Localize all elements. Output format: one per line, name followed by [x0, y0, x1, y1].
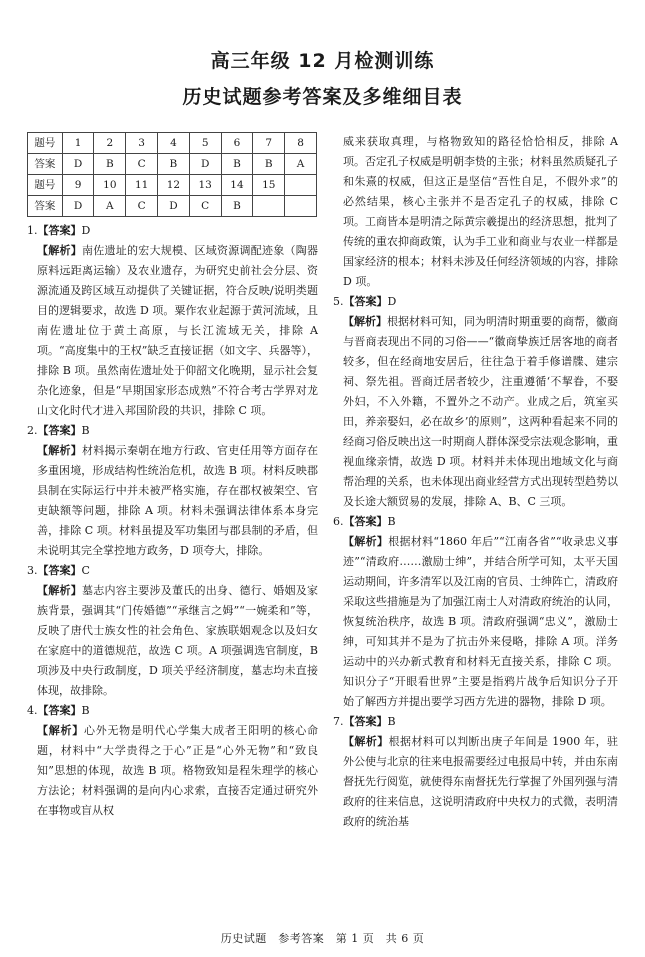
question-item-continued — [333, 132, 618, 292]
analysis-text: 材料揭示秦朝在地方行政、官吏任用等方面存在多重困境，形成结构性统治危机，故选 B 项。材料反映郡县制在实际运行中并未被严格实施，存在郡权被架空、官吏缺额等问题，排除 A 项。材料未强调法律体系本身完善，排除 C 项。材料虽提及军功集团与郡县制的矛盾，但未说明其完全掌控地方政务，D 项夸大，排除。 — [37, 444, 318, 557]
table-header-cell: 答案 — [28, 196, 63, 217]
question-number: 7. — [333, 715, 344, 728]
question-number: 4. — [27, 704, 38, 717]
table-header-cell: 题号 — [28, 133, 63, 154]
table-cell: D — [62, 154, 94, 175]
table-cell: 5 — [189, 133, 221, 154]
table-cell — [253, 196, 285, 217]
table-cell: B — [158, 154, 190, 175]
table-cell: 14 — [221, 175, 253, 196]
question-number: 6. — [333, 515, 344, 528]
analysis-text: 南佐遗址的宏大规模、区域资源调配迹象（陶器原料远距离运输）及农业遗存，为研究史前社会分层、资源流通及跨区域互动提供了关键证据，符合反映/说明类题目的逻辑要求，故选 D 项。粟作农业起源于黄河流域，且南佐遗址位于黄土高原，与长江流域无关，排除 A 项。“高度集中的王权”缺乏直接证据（如文字、兵器等），排除 B 项。虽然南佐遗址处于仰韶文化晚期，显示社会复杂化迹象，但是“早期国家形态成熟”不符合考古学界对龙山文化时代才进入邦国阶段的共识，排除 C 项。 — [37, 244, 318, 417]
table-cell: B — [221, 196, 253, 217]
table-row — [28, 196, 317, 217]
right-column — [333, 132, 618, 832]
table-cell: A — [94, 196, 126, 217]
table-row — [28, 175, 317, 196]
question-item — [27, 561, 318, 701]
table-cell: D — [62, 196, 94, 217]
table-cell: 11 — [126, 175, 158, 196]
answer-value: D — [387, 295, 397, 308]
answer-label: 【答案】 — [37, 224, 82, 237]
table-header-cell: 题号 — [28, 175, 63, 196]
table-row — [28, 154, 317, 175]
question-number: 5. — [333, 295, 344, 308]
analysis-text: 根据材料可知，同为明清时期重要的商帮，徽商与晋商表现出不同的习俗——“徽商挚族迁居客地的商者较多，但在经商地安居后，往往急于着手修谱牒、建宗祠、祭先祖。晋商迁居者较少，注重遵循‘不挈眷，不娶外妇，不入外籍，不置外之不动产。业成之后，筑室买田，养亲娶妇，必在故乡’的原则”，这两种看起来不同的经商习俗反映出这一时期商人群体深受宗法观念影响，重视血缘亲情，故选 D 项。材料并未体现出地域文化与商帮治理的关系，也未体现出商业经营方式出现转型趋势以及长途大额贸易的发展，排除 A、B、C 三项。 — [343, 315, 618, 508]
question-number: 1. — [27, 224, 38, 237]
table-cell: B — [221, 154, 253, 175]
question-item — [27, 421, 318, 561]
answer-value: B — [387, 515, 396, 528]
table-cell: A — [285, 154, 317, 175]
table-cell — [285, 175, 317, 196]
answer-label: 【答案】 — [37, 424, 82, 437]
analysis-text: 墓志内容主要涉及董氏的出身、德行、婚姻及家族背景，强调其“门传婚德”“承继言之姆”“一婉柔和”等，反映了唐代士族女性的社会角色、家族联姻观念以及妇女在家庭中的道德规范，故选 C 项。A 项强调选官制度，B 项涉及中央行政制度，D 项关乎经济制度，墓志均未直接体现，故排除。 — [37, 584, 318, 697]
page-subtitle: 历史试题参考答案及多维细目表 — [182, 86, 463, 108]
table-cell: 13 — [189, 175, 221, 196]
left-column — [27, 132, 318, 821]
analysis-label: 【解析】 — [37, 724, 84, 737]
table-cell: 1 — [62, 133, 94, 154]
table-cell: B — [253, 154, 285, 175]
table-row — [28, 133, 317, 154]
table-cell: 3 — [126, 133, 158, 154]
answer-value: B — [387, 715, 396, 728]
table-cell: 9 — [62, 175, 94, 196]
analysis-label: 【解析】 — [343, 315, 387, 328]
table-cell — [285, 196, 317, 217]
table-cell: 4 — [158, 133, 190, 154]
analysis-text: 心外无物是明代心学集大成者王阳明的核心命题，材料中“大学贵得之于心”正是“心外无物”和“致良知”思想的体现，故选 B 项。格物致知是程朱理学的核心方法论；材料强调的是向内心求索，直接否定通过研究外在事物或盲从权 — [37, 724, 319, 817]
table-cell: 15 — [253, 175, 285, 196]
question-item — [27, 701, 318, 821]
analysis-label: 【解析】 — [343, 735, 389, 748]
analysis-label: 【解析】 — [37, 584, 82, 597]
table-cell: B — [94, 154, 126, 175]
answer-value: D — [81, 224, 91, 237]
page-footer: 历史试题 参考答案 第 1 页 共 6 页 — [220, 932, 425, 945]
question-item — [27, 221, 318, 421]
question-item — [333, 292, 618, 512]
answer-value: B — [81, 424, 90, 437]
table-cell: 10 — [94, 175, 126, 196]
answer-label: 【答案】 — [37, 704, 82, 717]
answer-label: 【答案】 — [343, 715, 388, 728]
analysis-text: 根据材料“1860 年后”“江南各省”“收录忠义事迹”“清政府……激励士绅”，并结合所学可知，太平天国运动期间，许多清军以及江南的官员、士绅阵亡，清政府采取这些措施是为了加强江南士人对清政府统治的认同，恢复统治秩序，故选 B 项。清政府强调“忠义”，激励士绅，可知其并不是为了抗击外来侵略，排除 A 项。洋务运动中的兴办新式教育和材料无直接关系，排除 C 项。知识分子“开眼看世界”主要是指鸦片战争后知识分子开始了解西方并提出要学习西方先进的器物，排除 D 项。 — [343, 535, 618, 708]
question-item — [333, 512, 618, 712]
question-number: 2. — [27, 424, 38, 437]
table-cell: 8 — [285, 133, 317, 154]
table-cell: D — [189, 154, 221, 175]
table-cell: D — [158, 196, 190, 217]
question-item — [333, 712, 618, 832]
answer-label: 【答案】 — [343, 295, 388, 308]
analysis-text: 根据材料可以判断出庚子年间是 1900 年，驻外公使与北京的往来电报需要经过电报局中转，并由东南督抚先行阅览，就使得东南督抚先行掌握了外国列强与清政府的往来信息，这说明清政府中央权力的式微，表明清政府的统治基 — [343, 735, 618, 828]
table-header-cell: 答案 — [28, 154, 63, 175]
analysis-label: 【解析】 — [37, 444, 82, 457]
answer-table — [27, 132, 317, 217]
answer-value: B — [81, 704, 90, 717]
table-cell: C — [126, 154, 158, 175]
table-cell: 6 — [221, 133, 253, 154]
analysis-text: 威来获取真理，与格物致知的路径恰恰相反，排除 A 项。否定孔子权威是明朝李贽的主张；材料虽然质疑孔子和朱熹的权威，但这正是坚信“吾性自足，不假外求”的必然结果，核心主张并不是否定孔子的权威，排除 C 项。工商皆本是明清之际黄宗羲提出的经济思想，批判了传统的重农抑商政策，认为手工业和商业与农业一样都是国家经济的根本；材料未涉及任何经济领域的内容，排除 D 项。 — [343, 135, 618, 288]
table-cell: 2 — [94, 133, 126, 154]
answer-value: C — [81, 564, 90, 577]
question-number: 3. — [27, 564, 38, 577]
table-cell: 7 — [253, 133, 285, 154]
analysis-label: 【解析】 — [343, 535, 389, 548]
page-title: 高三年级 12 月检测训练 — [210, 50, 435, 72]
answer-label: 【答案】 — [343, 515, 388, 528]
table-cell: C — [126, 196, 158, 217]
table-cell: C — [189, 196, 221, 217]
answer-label: 【答案】 — [37, 564, 82, 577]
table-cell: 12 — [158, 175, 190, 196]
analysis-label: 【解析】 — [37, 244, 82, 257]
